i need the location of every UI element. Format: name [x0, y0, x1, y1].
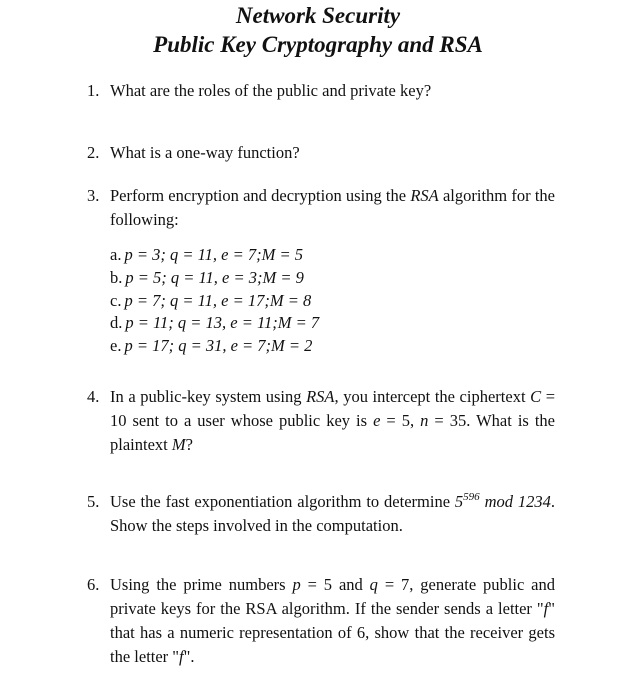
document-subtitle: Public Key Cryptography and RSA [153, 32, 483, 57]
text-segment: Using the prime numbers [110, 575, 293, 594]
item-label: d. [110, 313, 123, 332]
question-6 [87, 573, 555, 669]
item-label: e. [110, 336, 122, 355]
text-segment: . Show the steps involved in the computation. [110, 492, 556, 535]
question-text: What is a one-way function? [110, 143, 300, 162]
item-expression: p = 11; q = 13, e = 11;M = 7 [125, 313, 320, 332]
question-1 [87, 79, 555, 103]
text-segment: = 10 sent to a user whose public key is [110, 387, 556, 430]
question-number: 1. [87, 81, 100, 100]
italic-term: RSA [410, 186, 439, 205]
text-segment: algorithm for the following: [110, 186, 555, 229]
item-label: c. [110, 291, 122, 310]
italic-term: p [292, 575, 301, 594]
text-segment: Use the fast exponentiation algorithm to determine [110, 492, 455, 511]
question-text [110, 385, 555, 457]
text-segment: = 5, [380, 411, 421, 430]
question-number: 3. [87, 186, 100, 205]
item-expression: p = 17; q = 31, e = 7;M = 2 [124, 336, 313, 355]
item-expression: p = 5; q = 11, e = 3;M = 9 [125, 268, 304, 287]
document-title: Network Security [235, 3, 401, 28]
italic-term: f [543, 599, 549, 618]
text-segment: = 7, generate public and private keys for the RSA algorithm. If the sender sends a letter " [110, 575, 555, 618]
rsa-exercise-a [110, 245, 303, 265]
rsa-exercise-b [110, 268, 304, 288]
item-expression: p = 3; q = 11, e = 7;M = 5 [124, 245, 303, 264]
text-segment: Perform encryption and decryption using the [110, 186, 411, 205]
italic-term: n [420, 411, 429, 430]
italic-term: f [179, 647, 184, 666]
italic-term: RSA [306, 387, 335, 406]
text-segment: = 35. What is the plaintext [110, 411, 556, 454]
item-label: a. [110, 245, 122, 264]
question-text [110, 573, 555, 669]
rsa-exercise-e [110, 336, 312, 356]
question-2 [87, 141, 555, 165]
question-text: What are the roles of the public and private key? [110, 81, 432, 100]
italic-term: q [369, 575, 378, 594]
italic-term: C [530, 387, 542, 406]
italic-term: M [171, 435, 186, 454]
text-segment: In a public-key system using [110, 387, 307, 406]
question-3 [87, 184, 555, 232]
text-segment: , you intercept the ciphertext [334, 387, 531, 406]
text-segment: = 5 and [300, 575, 370, 594]
rsa-exercise-c [110, 291, 311, 311]
question-text [110, 490, 555, 538]
item-expression: p = 7; q = 11, e = 17;M = 8 [124, 291, 312, 310]
question-4 [87, 385, 555, 457]
exponent-power: 596 [463, 491, 480, 503]
text-segment: ". [183, 647, 195, 666]
exponent-base: 5 [454, 492, 464, 511]
question-5 [87, 490, 555, 538]
question-number: 2. [87, 143, 100, 162]
text-segment: ? [185, 435, 193, 454]
question-number: 4. [87, 387, 100, 406]
italic-term: mod 1234 [479, 492, 551, 511]
question-number: 6. [87, 575, 100, 594]
item-label: b. [110, 268, 123, 287]
italic-term: e [373, 411, 381, 430]
rsa-exercise-d [110, 313, 319, 333]
question-number: 5. [87, 492, 100, 511]
question-text [110, 184, 555, 232]
text-segment: " that has a numeric representation of 6, show that the receiver gets the letter " [110, 599, 555, 666]
